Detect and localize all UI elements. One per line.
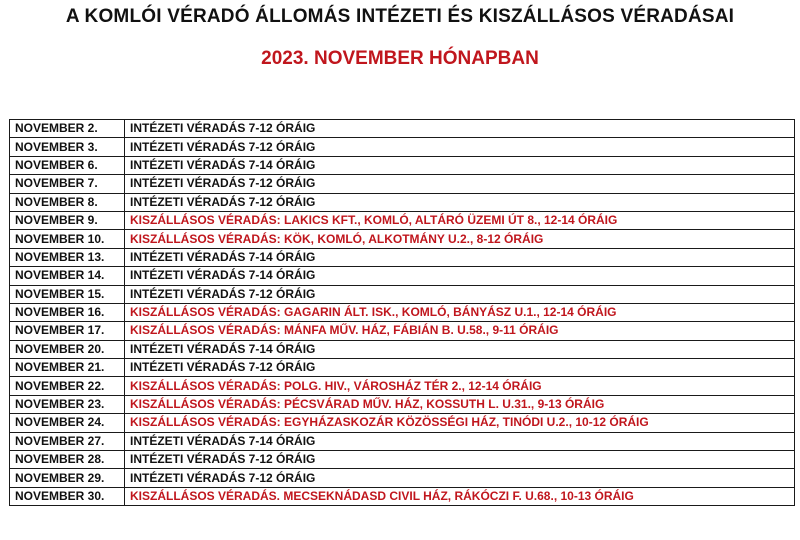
schedule-date: NOVEMBER 17. — [10, 322, 125, 340]
schedule-date: NOVEMBER 27. — [10, 432, 125, 450]
schedule-row — [10, 469, 795, 487]
schedule-description: INTÉZETI VÉRADÁS 7-14 ÓRÁIG — [125, 156, 795, 174]
schedule-date: NOVEMBER 9. — [10, 211, 125, 229]
schedule-date: NOVEMBER 29. — [10, 469, 125, 487]
schedule-description: KISZÁLLÁSOS VÉRADÁS: EGYHÁZASKOZÁR KÖZÖSSÉGI HÁZ, TINÓDI U.2., 10-12 ÓRÁIG — [125, 414, 795, 432]
schedule-row — [10, 267, 795, 285]
schedule-date: NOVEMBER 7. — [10, 175, 125, 193]
schedule-date: NOVEMBER 14. — [10, 267, 125, 285]
schedule-date: NOVEMBER 23. — [10, 395, 125, 413]
schedule-description: KISZÁLLÁSOS VÉRADÁS: KÖK, KOMLÓ, ALKOTMÁNY U.2., 8-12 ÓRÁIG — [125, 230, 795, 248]
schedule-table-body — [10, 120, 795, 506]
schedule-date: NOVEMBER 22. — [10, 377, 125, 395]
schedule-date: NOVEMBER 24. — [10, 414, 125, 432]
schedule-row — [10, 248, 795, 266]
schedule-date: NOVEMBER 16. — [10, 303, 125, 321]
schedule-row — [10, 487, 795, 505]
schedule-row — [10, 414, 795, 432]
schedule-date: NOVEMBER 8. — [10, 193, 125, 211]
schedule-row — [10, 138, 795, 156]
schedule-description: INTÉZETI VÉRADÁS 7-12 ÓRÁIG — [125, 193, 795, 211]
schedule-date: NOVEMBER 15. — [10, 285, 125, 303]
schedule-row — [10, 156, 795, 174]
schedule-row — [10, 451, 795, 469]
schedule-date: NOVEMBER 21. — [10, 359, 125, 377]
schedule-description: INTÉZETI VÉRADÁS 7-14 ÓRÁIG — [125, 340, 795, 358]
schedule-date: NOVEMBER 10. — [10, 230, 125, 248]
schedule-date: NOVEMBER 3. — [10, 138, 125, 156]
schedule-row — [10, 322, 795, 340]
schedule-description: KISZÁLLÁSOS VÉRADÁS: PÉCSVÁRAD MŰV. HÁZ, KOSSUTH L. U.31., 9-13 ÓRÁIG — [125, 395, 795, 413]
schedule-description: INTÉZETI VÉRADÁS 7-12 ÓRÁIG — [125, 175, 795, 193]
schedule-description: INTÉZETI VÉRADÁS 7-14 ÓRÁIG — [125, 267, 795, 285]
schedule-row — [10, 303, 795, 321]
schedule-table — [9, 119, 795, 506]
document-subtitle: 2023. NOVEMBER HÓNAPBAN — [261, 48, 539, 69]
schedule-date: NOVEMBER 20. — [10, 340, 125, 358]
schedule-row — [10, 193, 795, 211]
schedule-description: KISZÁLLÁSOS VÉRADÁS. MECSEKNÁDASD CIVIL HÁZ, RÁKÓCZI F. U.68., 10-13 ÓRÁIG — [125, 487, 795, 505]
schedule-date: NOVEMBER 30. — [10, 487, 125, 505]
schedule-row — [10, 211, 795, 229]
schedule-description: KISZÁLLÁSOS VÉRADÁS: GAGARIN ÁLT. ISK., KOMLÓ, BÁNYÁSZ U.1., 12-14 ÓRÁIG — [125, 303, 795, 321]
schedule-description: INTÉZETI VÉRADÁS 7-14 ÓRÁIG — [125, 248, 795, 266]
schedule-row — [10, 432, 795, 450]
schedule-row — [10, 285, 795, 303]
schedule-date: NOVEMBER 6. — [10, 156, 125, 174]
schedule-description: INTÉZETI VÉRADÁS 7-12 ÓRÁIG — [125, 120, 795, 138]
schedule-date: NOVEMBER 13. — [10, 248, 125, 266]
schedule-row — [10, 395, 795, 413]
schedule-description: INTÉZETI VÉRADÁS 7-14 ÓRÁIG — [125, 432, 795, 450]
schedule-description: INTÉZETI VÉRADÁS 7-12 ÓRÁIG — [125, 359, 795, 377]
document-title: A KOMLÓI VÉRADÓ ÁLLOMÁS INTÉZETI ÉS KISZÁLLÁSOS VÉRADÁSAI — [65, 6, 735, 27]
schedule-date: NOVEMBER 2. — [10, 120, 125, 138]
schedule-row — [10, 230, 795, 248]
schedule-description: KISZÁLLÁSOS VÉRADÁS: MÁNFA MŰV. HÁZ, FÁBIÁN B. U.58., 9-11 ÓRÁIG — [125, 322, 795, 340]
schedule-description: INTÉZETI VÉRADÁS 7-12 ÓRÁIG — [125, 138, 795, 156]
schedule-description: KISZÁLLÁSOS VÉRADÁS: LAKICS KFT., KOMLÓ, ALTÁRÓ ÜZEMI ÚT 8., 12-14 ÓRÁIG — [125, 211, 795, 229]
schedule-description: KISZÁLLÁSOS VÉRADÁS: POLG. HIV., VÁROSHÁZ TÉR 2., 12-14 ÓRÁIG — [125, 377, 795, 395]
schedule-row — [10, 175, 795, 193]
schedule-row — [10, 359, 795, 377]
schedule-description: INTÉZETI VÉRADÁS 7-12 ÓRÁIG — [125, 451, 795, 469]
schedule-description: INTÉZETI VÉRADÁS 7-12 ÓRÁIG — [125, 469, 795, 487]
schedule-description: INTÉZETI VÉRADÁS 7-12 ÓRÁIG — [125, 285, 795, 303]
schedule-row — [10, 377, 795, 395]
schedule-row — [10, 340, 795, 358]
schedule-date: NOVEMBER 28. — [10, 451, 125, 469]
schedule-row — [10, 120, 795, 138]
